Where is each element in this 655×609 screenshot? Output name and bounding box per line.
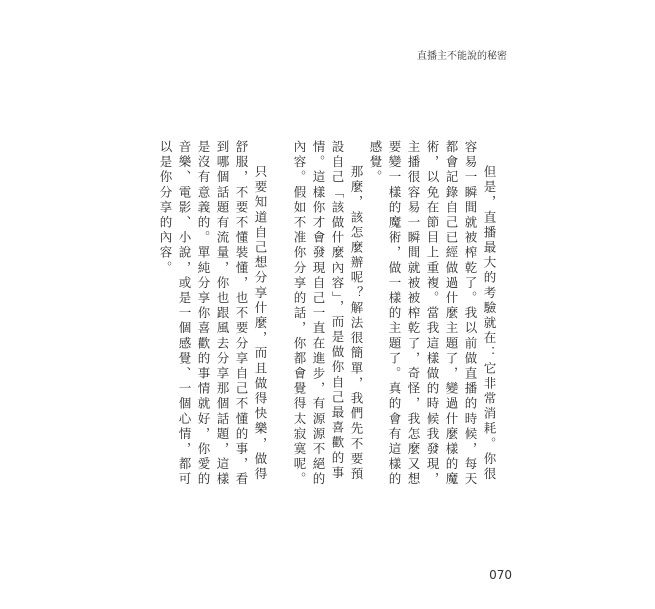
- paragraph-3: 只要知道自己想分享什麼，而且做得快樂，做得舒服，不要不懂裝懂，也不要分享自己不懂的事，看到哪個話題有流量，你也跟風去分享那個話題，這樣是沒有意義的。單純分享你喜歡的事情就好，你愛的音樂、電影、小說，或是一個感覺、一個心情，都可以是你分享的內容。: [158, 140, 268, 488]
- running-head: 直播主不能說的秘密: [417, 51, 507, 62]
- paragraph-2: 那麼，該怎麼辦呢？解法很簡單，我們先不要預設自己「該做什麼內容」，而是做你自己最喜歡的事情。這樣你才會發現自己一直在進步，有源源不絕的內容。假如不准你分享的話，你都會覺得太寂寞呢。: [292, 140, 364, 488]
- paragraph-1: 但是，直播最大的考驗就在：它非常消耗。你很容易一瞬間就被榨乾了。我以前做直播的時候，每天都會記錄自己已經做過什麼主題了，變過什麼樣的魔術，以免在節目上重複。當我這樣做的時候我發現，主播很容易一瞬間就被被榨乾了，奇怪，我怎麼又想要變一樣的魔術，做一樣的主題了。真的會有這樣的感覺。: [368, 140, 497, 488]
- body-text: [154, 140, 499, 490]
- page-number: 070: [489, 568, 512, 582]
